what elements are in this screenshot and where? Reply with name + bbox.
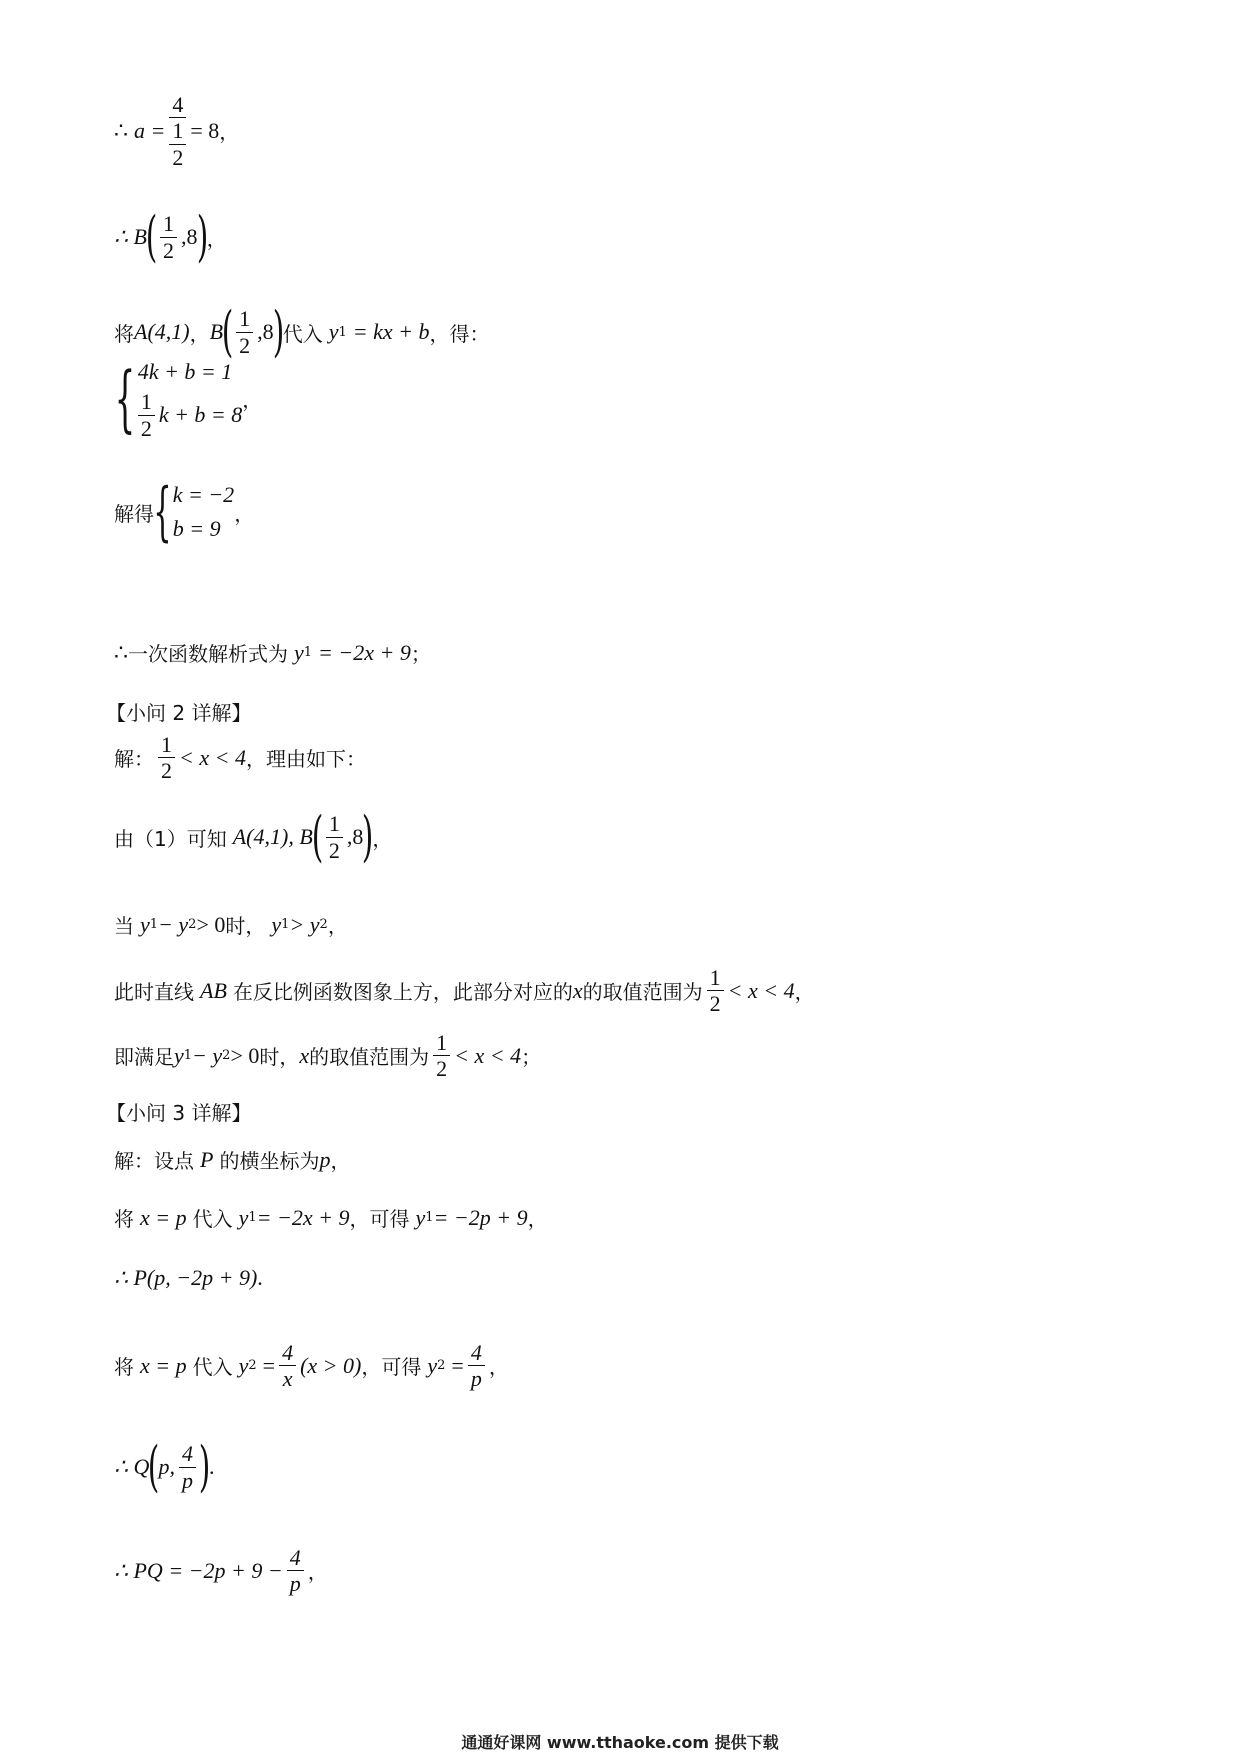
fraction: $\frac{1}{2}$ <box>236 306 253 358</box>
therefore-symbol: ∴ <box>114 117 128 143</box>
line-substitute: 将 A(4,1) ， B ( $\frac{1}{2}$ ,8 ) 代入 y 1 = kx + b ，得： <box>114 300 490 363</box>
fraction: $\frac{4}{p}$ <box>179 1441 196 1493</box>
line-when-condition: 当 y 1 − y 2 > 0 时， y 1 > y 2 ， <box>114 911 348 938</box>
line-linear-function: ∴ 一次函数解析式为 y 1 = −2x + 9 ； <box>114 639 431 666</box>
eq-lhs: a = <box>134 117 166 143</box>
page-footer: 通通好课网 www.tthaoke.com 提供下载 <box>461 1733 779 1752</box>
section-heading-2: 【小问 2 详解】 <box>106 701 252 725</box>
nested-fraction: $\frac{1}{2}$ <box>169 118 186 170</box>
line-range-conclusion: 即满足 y 1 − y 2 > 0 时， x 的取值范围为 $\frac{1}{2}$ < x < 4 ； <box>114 1030 542 1082</box>
fraction: $\frac{1}{2}$ <box>326 811 343 863</box>
line-substitute-p-y2: 将 x = p 代入 y 2 = $\frac{4}{x}$ (x > 0) ，可得 y 2 = $\frac{4}{p}$ ， <box>114 1340 509 1392</box>
line-known-points: 由（1）可知 A(4,1), B ( $\frac{1}{2}$ ,8 ) ， <box>114 805 393 868</box>
fraction: $\frac{1}{2}$ <box>707 965 724 1017</box>
fraction: $\frac{4}{\frac{1}{2}}$ <box>169 92 186 170</box>
line-line-above: 此时直线 AB 在反比例函数图象上方，此部分对应的 x 的取值范围为 $\frac{1}{2}$ < x < 4 ， <box>114 965 815 1017</box>
line-point-q: ∴ Q ( p, $\frac{4}{p}$ ) . <box>114 1435 215 1498</box>
line-point-p: ∴ P(p, −2p + 9) . <box>114 1265 263 1290</box>
line-equation-system: { 4k + b = 1 $\frac{1}{2}$ k + b = 8 ， <box>114 356 263 441</box>
equation-system: 4k + b = 1 $\frac{1}{2}$ k + b = 8 <box>137 359 243 441</box>
line-solution: 解得 { k = −2 b = 9 ， <box>114 475 255 549</box>
fraction: $\frac{1}{2}$ <box>138 389 155 441</box>
line-point-b: ∴ B ( $\frac{1}{2}$ ,8 ) ， <box>114 205 227 268</box>
line-let-p: 解：设点 P 的横坐标为 p ， <box>114 1146 351 1173</box>
solution-system: k = −2 b = 9 <box>172 482 235 541</box>
fraction: $\frac{4}{x}$ <box>279 1340 296 1392</box>
eq-rhs: = 8 <box>190 117 220 143</box>
line-pq-length: ∴ PQ = −2p + 9 − $\frac{4}{p}$ ， <box>114 1545 328 1597</box>
fraction: $\frac{1}{2}$ <box>160 211 177 263</box>
section-heading-3: 【小问 3 详解】 <box>106 1101 252 1125</box>
fraction: $\frac{4}{p}$ <box>468 1340 485 1392</box>
fraction: $\frac{1}{2}$ <box>433 1030 450 1082</box>
line-answer-2: 解： $\frac{1}{2}$ < x < 4 ，理由如下： <box>114 732 366 784</box>
line-substitute-p-y1: 将 x = p 代入 y 1 = −2x + 9 ，可得 y 1 = −2p + 9 ， <box>114 1204 548 1231</box>
fraction: $\frac{1}{2}$ <box>158 732 175 784</box>
fraction: $\frac{4}{p}$ <box>287 1545 304 1597</box>
point-b: ∴ B <box>114 224 147 249</box>
line-a-value: ∴ a = $\frac{4}{\frac{1}{2}}$ = 8 ， <box>114 92 240 170</box>
